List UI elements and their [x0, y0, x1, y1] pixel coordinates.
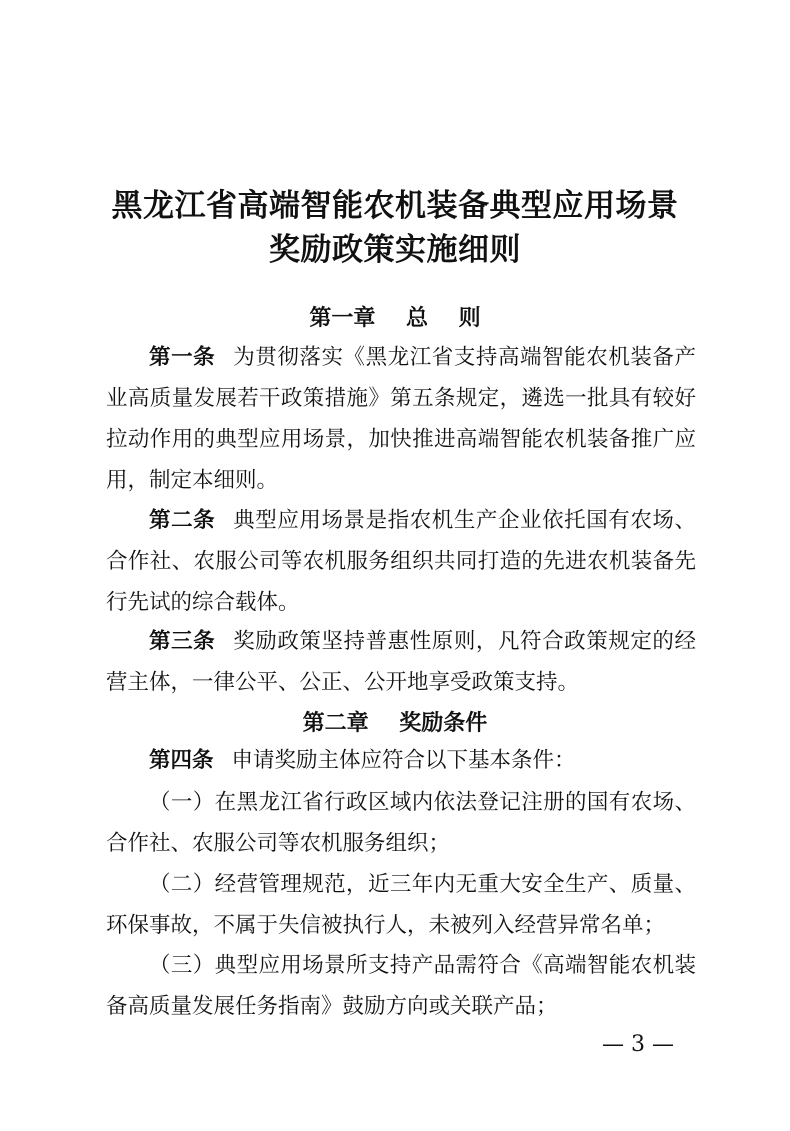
condition-item-2: （二）经营管理规范，近三年内无重大安全生产、质量、环保事故，不属于失信被执行人，未被列入经营异常名单；	[106, 872, 696, 938]
article-2	[106, 500, 696, 623]
article-2-label: 第二条	[149, 508, 216, 533]
condition-item-3: （三）典型应用场景所支持产品需符合《高端智能农机装备高质量发展任务指南》鼓励方向或关联产品；	[106, 953, 696, 1019]
document-title-line1: 黑龙江省高端智能农机装备典型应用场景	[111, 188, 679, 224]
article-1	[106, 337, 696, 501]
page-number: — 3 —	[602, 1032, 674, 1057]
chapter-2-heading: 第二章 奖励条件	[302, 711, 488, 736]
chapter-1-heading: 第一章 总 则	[309, 306, 481, 331]
article-2-text: 典型应用场景是指农机生产企业依托国有农场、合作社、农服公司等农机服务组织共同打造的先进农机装备先行先试的综合载体。	[106, 508, 696, 615]
article-4	[106, 740, 696, 781]
article-3-label: 第三条	[149, 629, 216, 654]
article-1-label: 第一条	[149, 345, 216, 370]
article-4-text: 申请奖励主体应符合以下基本条件：	[231, 748, 576, 773]
condition-item-1: （一）在黑龙江省行政区域内依法登记注册的国有农场、合作社、农服公司等农机服务组织；	[106, 790, 696, 856]
article-3-text: 奖励政策坚持普惠性原则，凡符合政策规定的经营主体，一律公平、公正、公开地享受政策支持。	[106, 629, 696, 695]
document-title-line2: 奖励政策实施细则	[269, 232, 521, 268]
article-4-label: 第四条	[149, 748, 214, 773]
article-1-text: 为贯彻落实《黑龙江省支持高端智能农机装备产业高质量发展若干政策措施》第五条规定，遴选一批具有较好拉动作用的典型应用场景，加快推进高端智能农机装备推广应用，制定本细则。	[106, 345, 696, 493]
article-3	[106, 621, 696, 703]
